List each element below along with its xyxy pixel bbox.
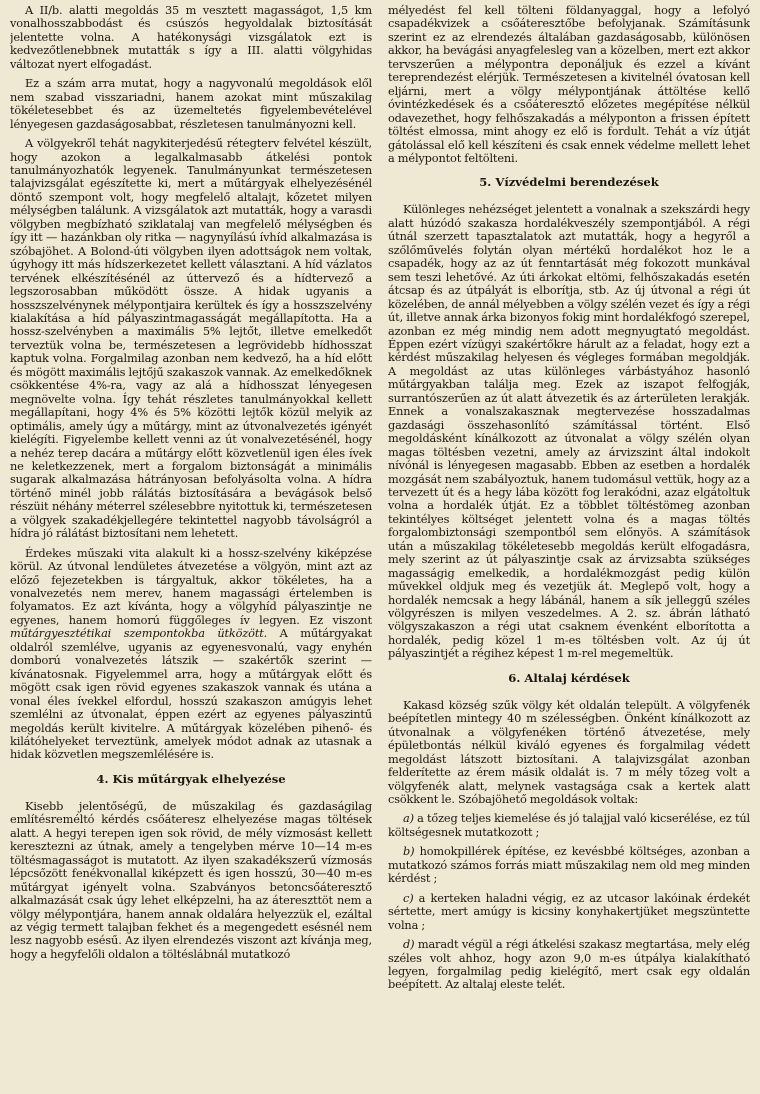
list-label: b) xyxy=(403,844,415,859)
left-column xyxy=(10,4,372,1094)
list-item xyxy=(388,845,750,885)
right-column xyxy=(388,4,750,1094)
paragraph: A völgyekről tehát nagykiterjedésű rétegterv felvétel készült, hogy azokon a legalkalmasabb átkelési pontok tanulmányozhatók legyenek. Tanulmányunkat természetesen talajvizsgálat egészítette ki, mert a műtárgyak elhelyezésénél döntő szempont volt, hogy megfelelő altalajt, kőzetet milyen mélységben találunk. A vizsgálatok azt mutatták, hogy a varasdi völgyben megbízható sziklatalaj van megfelelő mélységben és így itt — hazánkban oly ritka — nagynyílású ívhíd alkalmazása is szóbajöhet. A Bolond-úti völgyben ilyen adottságok nem voltak, úgyhogy itt más hídszerkezetet kellett választani. A híd vázlatos tervének elkészítésénél az úttervező és a hídtervező a legszorosabban működött össze. A hidak ugyanis a hosszszelvénynek mélypontjaira kerültek és így a hosszszelvény kialakítása a híd pályaszintmagasságát megállapította. Ha a hossz-szelvényben a maximális 5% lejtőt, illetve emelkedőt terveztük volna be, természetesen a legrövidebb hídhosszat kaptuk volna. Forgalmilag azonban nem kedvező, ha a híd előtt és mögött maximális lejtőjű szakaszok vannak. Az emelkedőknek csökkentése 4%-ra, vagy az alá a hídhosszat lényegesen megnövelte volna. Így tehát részletes tanulmányokkal kellett megállapítani, hogy 4% és 5% közötti lejtők közül melyik az optimális, amely úgy a műtárgy, mint az útvonalvezetés igényét kielégíti. Figyelembe kellett venni az út vonalvezetésénél, hogy a nehéz terep dacára a műtárgy előtt közvetlenül igen éles ívek ne keletkezzenek, mert a forgalom biztonságát a minimális sugarak alkalmazása hátrányosan befolyásolta volna. A hídra történő minél jobb rálátás biztosítására a bevágások belső részüit néhány méterrel szélesebbre nyitottuk ki, természetesen a völgyek szakadékjellegére tekintettel nagyobb távolságról a hídra jó rálátást biztosítani nem lehetett. xyxy=(10,136,372,541)
paragraph: Ez a szám arra mutat, hogy a nagyvonalú megoldások elől nem szabad visszariadni, hanem azokat mint műszakilag tökéletesebbet és az üzemeltetés figyelembevételével lényegesen gazdaságosabbat, részletesen tanulmányozni kell. xyxy=(10,76,372,131)
paragraph xyxy=(10,547,372,762)
list-text: a kerteken haladni végig, ez az utcasor lakóinak érdekét sértette, mert amúgy is kicsiny konyhakertjüket megszüntette volna ; xyxy=(388,890,750,932)
section-heading: 4. Kis műtárgyak elhelyezése xyxy=(96,771,286,786)
section-heading: 6. Altalaj kérdések xyxy=(508,670,630,685)
text-run: A műtárgyakat oldalról szemlélve, ugyanis az egyenesvonalú, vagy enyhén domború vonalvezetés látszik — szakértők szerint — kívánatosnak. Figyelemmel arra, hogy a műtárgyak előtt és mögött csak igen rövid egyenes szakaszok vannak és utána a vonal éles ívekkel elfordul, hosszú szakaszon amúgyis lehet szemlélni az útvonalat, éppen ezért az egyenes pályaszintű megoldás került kivitelre. A műtárgyak közelében pihenő- és kilátóhelyeket terveztünk, amelyek módot adnak az utasnak a hidak közvetlen megszemlélésére is. xyxy=(10,626,372,762)
paragraph: A II/b. alatti megoldás 35 m vesztett magasságot, 1,5 km vonalhosszabbodást és csúszós hegyoldalak biztosítását jelentette volna. A hatékonysági vizsgálatok ezt is kedvezőtlenebbnek mutatták s így a III. alatti völgyhidas változat nyert elfogadást. xyxy=(10,4,372,71)
italic-run: műtárgyesztétikai szempontokba ütközött. xyxy=(10,626,268,641)
section-heading: 5. Vízvédelmi berendezések xyxy=(479,175,659,190)
text-run: Érdekes műszaki vita alakult ki a hossz-szelvény kiképzése körül. Az útvonal lendületes átvezetése a völgyön, mint azt az előző fejezetekben is tárgyaltuk, akkor tökéletes, ha a vonalvezetés nem merev, hanem magassági értelemben is folyamatos. Ez azt kívánta, hogy a völgyhíd pályaszintje ne egyenes, hanem homorú függőleges ív legyen. Ez viszont xyxy=(10,545,372,627)
list-text: homokpillérek építése, ez kevésbbé költséges, azonban a mutatkozó számos forrás miatt műszakilag nem old meg minden kérdést ; xyxy=(388,844,750,886)
list-label: d) xyxy=(403,937,415,952)
paragraph: Kakasd község szűk völgy két oldalán települt. A völgyfenék beépítetlen mintegy 40 m szélességben. Önként kínálkozott az útvonalnak a völgyfenéken történő átvezetése, mely épületbontás nélkül kiváló egyenes és forgalmilag védett megoldást látszott biztosítani. A talajvizsgálat azonban felderítette az érem másik oldalát is. 7 m mély tőzeg volt a völgyfenék alatt, melynek vastagsága csak a kertek alatt csökkent le. Szóbajöhető megoldások voltak: xyxy=(388,697,750,807)
paragraph: Különleges nehézséget jelentett a vonalnak a szekszárdi hegy alatt húzódó szakasza hordalékveszély szempontjából. A régi útnál szerzett tapasztalatok azt mutatták, hogy a hegyről a szőlőművelés folytán olyan mértékű hordalékot hoz le a csapadék, hogy az az út fenntartását még fokozott munkával sem teszi lehetővé. Az úti árkokat eltömi, felhőszakadás esetén átcsap és az útpályát is elborítja, stb. Az új útvonal a régi út közelében, de annál mélyebben a völgy szélén vezet és így a régi út, illetve annak árka bizonyos fokig mint hordalékfogó szerepel, azonban ez még mindig nem adott megnyugtató megoldást. Éppen ezért vízügyi szakértőkre hárult az a feladat, hogy ezt a kérdést műszakilag helyesen és végleges formában megoldják. A megoldást az utas különleges várbástyához hasonló műtárgyakban találja meg. Ezek az iszapot felfogják, surrantószerűen az út alatt átvezetik és az árterületen lerakják. Ennek a vonalszakasznak megtervezése hosszadalmas gazdasági összehasonlító számítással történt. Első megoldásként kínálkozott az útvonalat a völgy szélén olyan magas töltésben vezetni, amely az árvizszint által indokolt nívónál is lényegesen magasabb. Ebben az esetben a hordalék mozgását nem szabályoztuk, hanem tudomásul vettük, hogy az a tervezett út és a hegy lába között fog lerakódni, azaz elgátoltuk volna a hordalék útját. Ez a többlet töltéstömeg azonban tekintélyes költséget jelentett volna és a magas töltés forgalombiztonsági szempontból sem előnyös. A számítások után a műszakilag tökéletesebb megoldás került elfogadásra, mely szerint az út pályaszintje csak az árvizsabta szükséges magasságig emelkedik, a hordalékmozgást pedig külön művekkel oldjuk meg és vezetjük át. Meglepő volt, hogy a hordalék nemcsak a hegy lábánál, hanem a sík jelleggű széles völgyrészen is milyen veszedelmes. A 2. sz. ábrán látható völgyszakaszon a régi utat csaknem évenként elborította a hordalék, pedig közel 1 m-es töltésben volt. Az új út pályaszintjét a régihez képest 1 m-rel megemeltük. xyxy=(388,202,750,661)
list-item xyxy=(388,812,750,839)
list-label: a) xyxy=(403,811,414,826)
paragraph: mélyedést fel kell tölteni földanyaggal, hogy a lefolyó csapadékvizek a csőáteresztőbe befolyjanak. Számításunk szerint ez az elrendezés általában gazdaságosabb, különösen akkor, ha bevágási anyagfelesleg van a közelben, mert ezt akkor tervszerűen a mélypontra deponáljuk és ezzel a kívánt tereprendezést elérjük. Természetesen a kivitelnél óvatosan kell eljárni, mert a völgy mélypontjának áttöltése kellő óvintézkedések és a csőáteresztő előzetes megépítése nélkül odavezethet, hogy felhőszakadás a mélyponton a frissen épített töltést elmossa, mint ahogy ez elő is fordult. Tehát a víz útját gátolással elő kell készíteni és csak ennek védelme mellett lehet a mélypontot feltölteni. xyxy=(388,4,750,165)
list-item xyxy=(388,938,750,992)
list-item xyxy=(388,892,750,932)
list-text: a tőzeg teljes kiemelése és jó talajjal való kicserélése, ez túl költségesnek mutatkozott ; xyxy=(388,811,750,839)
paragraph: Kisebb jelentőségű, de műszakilag és gazdaságilag említésreméltó kérdés csőáteresz elhelyezése magas töltések alatt. A hegyi terepen igen sok rövid, de mély vízmosást kellett keresztezni az útnak, amely a tengelyben mérve 10—14 m-es töltésmagasságot is mutatott. Az ilyen szakadékszerű vízmosás lépcsőzött fenékvonallal kiképzett és igen hosszú, 30—40 m-es műtárgyat igényelt volna. Szabványos betoncsőáteresztő alkalmazását csak úgy lehet elképzelni, ha az átereszttöt nem a völgy mélypontjára, hanem annak oldalára helyezzük el, ezáltal az végig termett talajban fekhet és a megengedett esésnél nem lesz nagyobb esésű. Az ilyen elrendezés viszont azt kívánja meg, hogy a hegyfelőli oldalon a töltéslábnál mutatkozó xyxy=(10,798,372,961)
list-label: c) xyxy=(403,890,414,905)
list-text: maradt végül a régi átkelési szakasz megtartása, mely elég széles volt ahhoz, hogy azon 9,0 m-es útpálya kialakítható legyen, forgalmilag pedig kielégítő, mert csak egy oldalán beépített. Az altalaj eleste telét. xyxy=(388,937,750,992)
